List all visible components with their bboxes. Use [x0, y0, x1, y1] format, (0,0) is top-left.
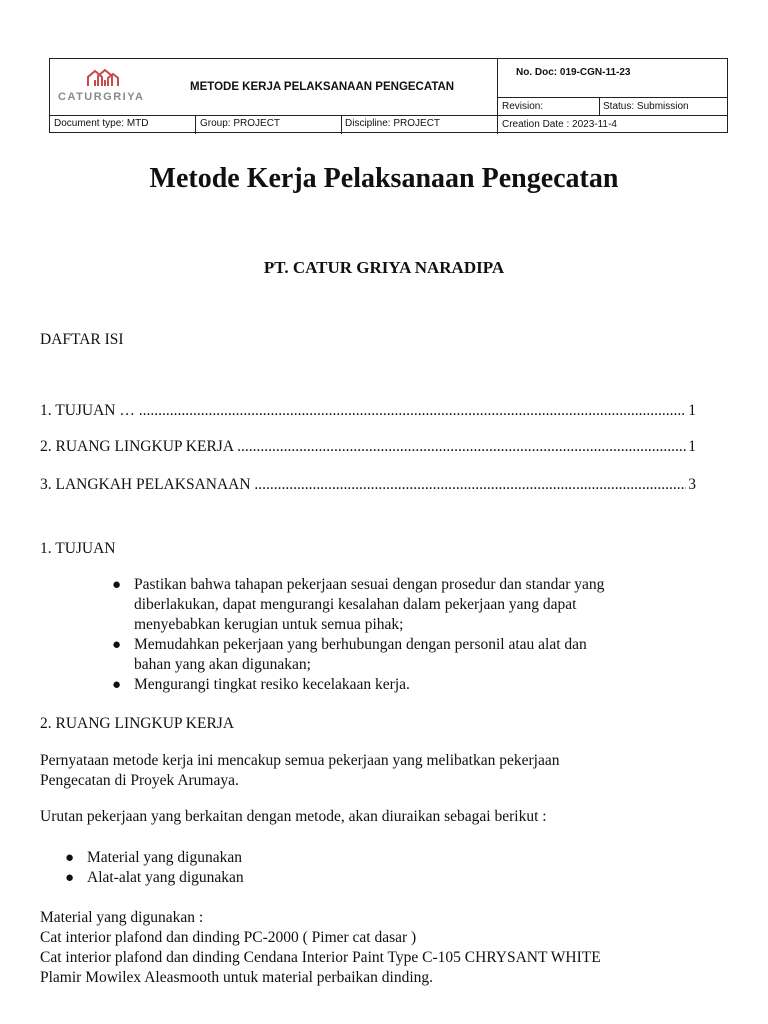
bullet-icon: ●: [112, 577, 122, 593]
page-title: Metode Kerja Pelaksanaan Pengecatan: [149, 163, 619, 194]
list-item: ● Memudahkan pekerjaan yang berhubungan dengan personil atau alat dan bahan yang akan digunakan;: [112, 636, 587, 673]
toc-item-tujuan[interactable]: [40, 401, 696, 421]
document-header-table: [49, 58, 728, 133]
scope-bullet-list: [65, 848, 244, 888]
status-label: Status: Submission: [603, 101, 689, 112]
discipline-label: Discipline: PROJECT: [345, 118, 441, 129]
toc-item-label: 3. LANGKAH PELAKSANAAN .....: [40, 475, 686, 495]
bullet-icon: ●: [65, 870, 75, 886]
list-item: ● Alat-alat yang digunakan: [65, 869, 244, 886]
materials-heading: Material yang digunakan :: [40, 909, 204, 926]
toc-item-page: 1: [688, 402, 696, 419]
material-item: Cat interior plafond dan dinding Cendana Interior Paint Type C-105 CHRYSANT WHITE: [40, 949, 601, 966]
grid-line: [599, 97, 600, 115]
toc-heading: DAFTAR ISI: [40, 331, 124, 348]
bullet-icon: ●: [65, 850, 75, 866]
toc-item-ruang-lingkup[interactable]: [40, 437, 696, 457]
grid-line: [50, 115, 728, 116]
document-type: Document type: MTD: [54, 118, 149, 129]
company-logo: [58, 69, 148, 109]
list-item: ● Material yang digunakan: [65, 849, 242, 866]
scope-paragraph: Pernyataan metode kerja ini mencakup semua pekerjaan yang melibatkan pekerjaan Pengecatan di Proyek Arumaya.: [40, 752, 560, 789]
revision-label: Revision:: [502, 101, 544, 112]
section-heading-tujuan: 1. TUJUAN: [40, 540, 116, 557]
house-logo-icon: [86, 69, 120, 87]
sequence-paragraph: Urutan pekerjaan yang berkaitan dengan metode, akan diuraikan sebagai berikut :: [40, 808, 547, 825]
toc-item-page: 3: [688, 476, 696, 493]
list-item: ● Pastikan bahwa tahapan pekerjaan sesuai dengan prosedur dan standar yang diberlakukan, dapat mengurangi kesalahan dalam pekerjaan yang dapat menyebabkan kerugian untuk semua pihak;: [112, 576, 605, 633]
toc-item-langkah[interactable]: [40, 475, 696, 495]
logo-cell: [50, 59, 497, 117]
toc-item-page: 1: [688, 438, 696, 455]
toc-item-label: 1. TUJUAN … .....: [40, 401, 686, 421]
list-item: ● Mengurangi tingkat resiko kecelakaan kerja.: [112, 676, 410, 693]
materials-block: [40, 908, 601, 988]
grid-line: [195, 115, 196, 134]
material-item: Cat interior plafond dan dinding PC-2000 ( Pimer cat dasar ): [40, 929, 417, 946]
toc-item-label: 2. RUANG LINGKUP KERJA .....: [40, 437, 686, 457]
document-number: No. Doc: 019-CGN-11-23: [516, 67, 631, 78]
company-name: PT. CATUR GRIYA NARADIPA: [263, 258, 505, 277]
section-heading-ruang-lingkup: 2. RUANG LINGKUP KERJA: [40, 715, 235, 732]
logo-text: CATURGRIYA: [58, 91, 145, 103]
bullet-icon: ●: [112, 637, 122, 653]
header-doc-title: METODE KERJA PELAKSANAAN PENGECATAN: [190, 81, 455, 93]
bullet-icon: ●: [112, 677, 122, 693]
tujuan-bullet-list: [112, 575, 605, 695]
group-label: Group: PROJECT: [200, 118, 281, 129]
grid-line: [341, 115, 342, 134]
grid-line: [497, 97, 728, 98]
creation-date: Creation Date : 2023-11-4: [502, 119, 617, 130]
material-item: Plamir Mowilex Aleasmooth untuk material perbaikan dinding.: [40, 969, 434, 986]
